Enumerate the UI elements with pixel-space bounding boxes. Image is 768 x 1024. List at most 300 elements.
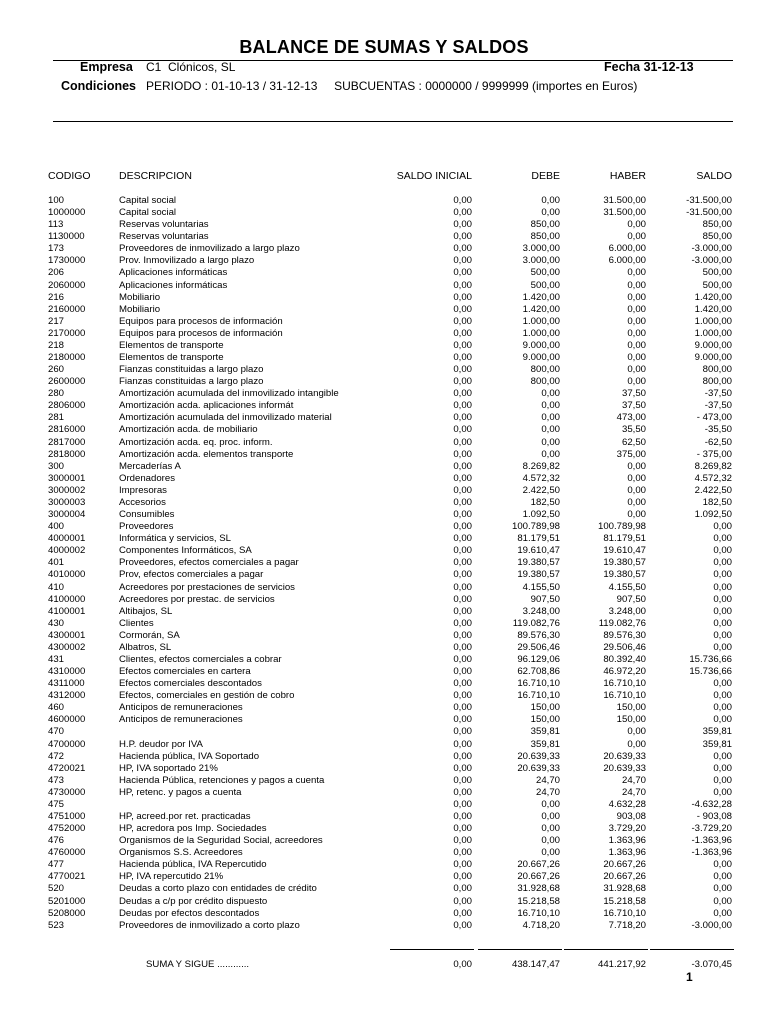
row-saldo-inicial: 0,00 <box>453 726 472 738</box>
row-descripcion: Impresoras <box>119 484 167 496</box>
row-haber: 375,00 <box>616 448 646 460</box>
row-debe: 9.000,00 <box>522 339 560 351</box>
row-debe: 2.422,50 <box>522 484 560 496</box>
fecha-label: Fecha 31-12-13 <box>604 60 694 74</box>
table-row <box>48 690 736 702</box>
row-saldo: 0,00 <box>713 786 732 798</box>
table-row <box>48 883 736 895</box>
row-saldo: 9.000,00 <box>694 339 732 351</box>
row-haber: 46.972,20 <box>603 666 646 678</box>
row-haber: 907,50 <box>616 593 646 605</box>
row-saldo: 800,00 <box>702 364 732 376</box>
row-codigo: 4010000 <box>48 569 86 581</box>
col-header-saldo: SALDO <box>696 170 732 182</box>
row-debe: 19.380,57 <box>517 569 560 581</box>
row-haber: 0,00 <box>627 315 646 327</box>
empresa-label: Empresa <box>80 60 133 74</box>
row-codigo: 2160000 <box>48 303 86 315</box>
row-haber: 20.667,26 <box>603 859 646 871</box>
row-saldo-inicial: 0,00 <box>453 521 472 533</box>
row-saldo-inicial: 0,00 <box>453 207 472 219</box>
row-haber: 19.380,57 <box>603 569 646 581</box>
row-haber: 0,00 <box>627 376 646 388</box>
row-saldo: 0,00 <box>713 545 732 557</box>
row-haber: 80.392,40 <box>603 653 646 665</box>
row-haber: 903,08 <box>616 810 646 822</box>
row-haber: 0,00 <box>627 219 646 231</box>
row-descripcion: Deudas a corto plazo con entidades de crédito <box>119 883 317 895</box>
row-codigo: 1000000 <box>48 207 86 219</box>
table-row <box>48 702 736 714</box>
table-row <box>48 521 736 533</box>
row-saldo-inicial: 0,00 <box>453 907 472 919</box>
row-codigo: 5208000 <box>48 907 86 919</box>
row-debe: 0,00 <box>541 388 560 400</box>
row-descripcion: Altibajos, SL <box>119 605 173 617</box>
row-codigo: 4300002 <box>48 641 86 653</box>
row-saldo-inicial: 0,00 <box>453 243 472 255</box>
row-saldo: 850,00 <box>702 231 732 243</box>
table-row <box>48 739 736 751</box>
row-descripcion: Organismos de la Seguridad Social, acreedores <box>119 835 323 847</box>
table-row <box>48 352 736 364</box>
row-debe: 800,00 <box>530 376 560 388</box>
row-debe: 29.506,46 <box>517 641 560 653</box>
row-saldo-inicial: 0,00 <box>453 448 472 460</box>
row-saldo-inicial: 0,00 <box>453 303 472 315</box>
table-row <box>48 292 736 304</box>
row-debe: 0,00 <box>541 448 560 460</box>
table-row <box>48 896 736 908</box>
row-saldo: 500,00 <box>702 279 732 291</box>
row-saldo-inicial: 0,00 <box>453 750 472 762</box>
row-descripcion: Cormorán, SA <box>119 629 180 641</box>
row-saldo-inicial: 0,00 <box>453 352 472 364</box>
row-descripcion: Anticipos de remuneraciones <box>119 714 243 726</box>
row-haber: 0,00 <box>627 509 646 521</box>
row-haber: 20.639,33 <box>603 762 646 774</box>
row-saldo-inicial: 0,00 <box>453 835 472 847</box>
header-bottom-rule <box>53 121 733 122</box>
table-row <box>48 811 736 823</box>
row-debe: 0,00 <box>541 412 560 424</box>
row-descripcion: HP, retenc. y pagos a cuenta <box>119 786 242 798</box>
row-codigo: 4100000 <box>48 593 86 605</box>
row-descripcion: HP, acreed.por ret. practicadas <box>119 810 251 822</box>
row-descripcion: Efectos comerciales descontados <box>119 678 262 690</box>
row-saldo-inicial: 0,00 <box>453 412 472 424</box>
row-saldo: -35,50 <box>704 424 732 436</box>
row-saldo: 800,00 <box>702 376 732 388</box>
row-saldo: 4.572,32 <box>694 472 732 484</box>
row-debe: 9.000,00 <box>522 352 560 364</box>
row-debe: 0,00 <box>541 400 560 412</box>
row-codigo: 470 <box>48 726 65 738</box>
row-debe: 150,00 <box>530 714 560 726</box>
row-debe: 19.380,57 <box>517 557 560 569</box>
table-row <box>48 908 736 920</box>
row-codigo: 4752000 <box>48 823 86 835</box>
row-descripcion: Elementos de transporte <box>119 352 224 364</box>
table-row <box>48 328 736 340</box>
total-rule-saldo <box>650 949 734 950</box>
row-haber: 0,00 <box>627 267 646 279</box>
table-row <box>48 243 736 255</box>
row-saldo-inicial: 0,00 <box>453 798 472 810</box>
row-saldo: -4.632,28 <box>691 798 732 810</box>
row-codigo: 217 <box>48 315 65 327</box>
row-haber: 19.610,47 <box>603 545 646 557</box>
row-saldo-inicial: 0,00 <box>453 629 472 641</box>
row-debe: 1.000,00 <box>522 327 560 339</box>
row-descripcion: Aplicaciones informáticas <box>119 279 228 291</box>
row-debe: 3.000,00 <box>522 255 560 267</box>
row-debe: 8.269,82 <box>522 460 560 472</box>
row-saldo: -31.500,00 <box>686 195 732 206</box>
row-saldo: 0,00 <box>713 750 732 762</box>
row-haber: 4.632,28 <box>608 798 646 810</box>
row-codigo: 520 <box>48 883 65 895</box>
table-row <box>48 340 736 352</box>
row-descripcion: HP, acredora pos Imp. Sociedades <box>119 823 267 835</box>
row-saldo: 0,00 <box>713 581 732 593</box>
row-saldo: - 473,00 <box>696 412 732 424</box>
row-descripcion: Hacienda Pública, retenciones y pagos a cuenta <box>119 774 325 786</box>
row-saldo-inicial: 0,00 <box>453 545 472 557</box>
row-saldo-inicial: 0,00 <box>453 653 472 665</box>
row-haber: 100.789,98 <box>597 521 646 533</box>
row-saldo-inicial: 0,00 <box>453 786 472 798</box>
row-saldo: - 903,08 <box>696 810 732 822</box>
row-codigo: 300 <box>48 460 65 472</box>
row-codigo: 3000002 <box>48 484 86 496</box>
row-codigo: 2816000 <box>48 424 86 436</box>
table-row <box>48 485 736 497</box>
table-row <box>48 497 736 509</box>
row-debe: 62.708,86 <box>517 666 560 678</box>
table-row <box>48 376 736 388</box>
table-row <box>48 509 736 521</box>
table-row <box>48 449 736 461</box>
row-saldo: -37,50 <box>704 388 732 400</box>
row-descripcion: Capital social <box>119 195 177 206</box>
row-haber: 119.082,76 <box>598 617 646 629</box>
row-saldo-inicial: 0,00 <box>453 327 472 339</box>
report-title: BALANCE DE SUMAS Y SALDOS <box>239 37 529 57</box>
row-saldo: 0,00 <box>713 629 732 641</box>
row-saldo: -37,50 <box>704 400 732 412</box>
row-saldo: 0,00 <box>713 883 732 895</box>
row-debe: 96.129,06 <box>517 653 560 665</box>
row-codigo: 3000001 <box>48 472 86 484</box>
row-saldo-inicial: 0,00 <box>453 702 472 714</box>
row-debe: 1.420,00 <box>522 303 560 315</box>
totals-label: SUMA Y SIGUE ............ <box>146 959 250 970</box>
ledger-table <box>48 195 736 932</box>
row-debe: 1.000,00 <box>522 315 560 327</box>
row-haber: 16.710,10 <box>603 678 646 690</box>
row-saldo-inicial: 0,00 <box>453 569 472 581</box>
row-codigo: 4751000 <box>48 810 86 822</box>
row-haber: 0,00 <box>627 496 646 508</box>
row-haber: 0,00 <box>627 279 646 291</box>
row-saldo: 15.736,66 <box>689 666 732 678</box>
row-saldo-inicial: 0,00 <box>453 472 472 484</box>
empresa-value: C1 Clónicos, SL <box>146 60 236 74</box>
row-descripcion: Amortización acumulada del inmovilizado intangible <box>119 388 339 400</box>
row-codigo: 4000001 <box>48 533 86 545</box>
col-header-descripcion: DESCRIPCION <box>119 170 192 182</box>
table-row <box>48 835 736 847</box>
row-saldo-inicial: 0,00 <box>453 605 472 617</box>
row-saldo-inicial: 0,00 <box>453 339 472 351</box>
row-debe: 182,50 <box>530 496 560 508</box>
row-haber: 0,00 <box>627 484 646 496</box>
row-descripcion: Proveedores de inmovilizado a largo plazo <box>119 243 300 255</box>
row-saldo: 9.000,00 <box>694 352 732 364</box>
row-descripcion: Fianzas constituidas a largo plazo <box>119 376 264 388</box>
row-saldo-inicial: 0,00 <box>453 871 472 883</box>
row-codigo: 4700000 <box>48 738 86 750</box>
row-haber: 0,00 <box>627 352 646 364</box>
row-descripcion: HP, IVA repercutido 21% <box>119 871 224 883</box>
row-haber: 31.928,68 <box>603 883 646 895</box>
row-codigo: 113 <box>48 219 64 231</box>
row-saldo-inicial: 0,00 <box>453 859 472 871</box>
row-descripcion: Hacienda pública, IVA Soportado <box>119 750 260 762</box>
row-codigo: 2806000 <box>48 400 86 412</box>
row-debe: 359,81 <box>530 738 560 750</box>
row-debe: 850,00 <box>530 219 560 231</box>
row-haber: 0,00 <box>627 339 646 351</box>
row-codigo: 2170000 <box>48 327 86 339</box>
row-debe: 16.710,10 <box>517 690 560 702</box>
table-row <box>48 714 736 726</box>
table-row <box>48 787 736 799</box>
row-debe: 20.667,26 <box>517 871 560 883</box>
row-saldo-inicial: 0,00 <box>453 496 472 508</box>
row-haber: 6.000,00 <box>608 243 646 255</box>
row-haber: 473,00 <box>616 412 646 424</box>
table-row <box>48 400 736 412</box>
row-codigo: 475 <box>48 798 65 810</box>
row-saldo-inicial: 0,00 <box>453 255 472 267</box>
row-saldo: 0,00 <box>713 859 732 871</box>
row-descripcion: Anticipos de remuneraciones <box>119 702 243 714</box>
table-row <box>48 582 736 594</box>
row-saldo-inicial: 0,00 <box>453 219 472 231</box>
row-saldo-inicial: 0,00 <box>453 762 472 774</box>
row-haber: 37,50 <box>621 388 646 400</box>
row-codigo: 4000002 <box>48 545 86 557</box>
row-descripcion: Prov. Inmovilizado a largo plazo <box>119 255 255 267</box>
row-codigo: 2060000 <box>48 279 86 291</box>
row-descripcion: Clientes, efectos comerciales a cobrar <box>119 653 282 665</box>
row-debe: 1.420,00 <box>522 291 560 303</box>
row-saldo: 15.736,66 <box>689 653 732 665</box>
row-saldo: -1.363,96 <box>691 847 732 859</box>
row-codigo: 430 <box>48 617 65 629</box>
row-saldo-inicial: 0,00 <box>453 195 472 206</box>
row-codigo: 3000004 <box>48 509 86 521</box>
row-codigo: 216 <box>48 291 65 303</box>
row-saldo: 0,00 <box>713 557 732 569</box>
row-saldo-inicial: 0,00 <box>453 424 472 436</box>
row-saldo: -3.000,00 <box>691 255 732 267</box>
row-debe: 4.572,32 <box>522 472 560 484</box>
row-codigo: 100 <box>48 195 65 206</box>
row-saldo-inicial: 0,00 <box>453 484 472 496</box>
row-descripcion: Amortización acumulada del inmovilizado material <box>119 412 332 424</box>
row-saldo: 0,00 <box>713 690 732 702</box>
row-haber: 0,00 <box>627 303 646 315</box>
totals-saldo: -3.070,45 <box>691 959 732 970</box>
row-codigo: 400 <box>48 521 65 533</box>
row-codigo: 4770021 <box>48 871 86 883</box>
row-codigo: 477 <box>48 859 65 871</box>
row-codigo: 4730000 <box>48 786 86 798</box>
row-haber: 15.218,58 <box>603 895 646 907</box>
row-saldo-inicial: 0,00 <box>453 267 472 279</box>
row-saldo-inicial: 0,00 <box>453 847 472 859</box>
row-haber: 6.000,00 <box>608 255 646 267</box>
row-codigo: 2818000 <box>48 448 86 460</box>
row-debe: 0,00 <box>541 810 560 822</box>
row-descripcion: Clientes <box>119 617 154 629</box>
table-row <box>48 412 736 424</box>
row-debe: 850,00 <box>530 231 560 243</box>
row-codigo: 4760000 <box>48 847 86 859</box>
row-codigo: 4300001 <box>48 629 86 641</box>
row-debe: 500,00 <box>530 267 560 279</box>
row-descripcion: Informática y servicios, SL <box>119 533 231 545</box>
table-row <box>48 557 736 569</box>
row-codigo: 476 <box>48 835 65 847</box>
row-haber: 0,00 <box>627 738 646 750</box>
row-descripcion: Fianzas constituidas a largo plazo <box>119 364 264 376</box>
row-saldo-inicial: 0,00 <box>453 364 472 376</box>
row-codigo: 431 <box>48 653 65 665</box>
row-codigo: 260 <box>48 364 65 376</box>
table-row <box>48 871 736 883</box>
row-debe: 24,70 <box>535 786 560 798</box>
table-row <box>48 726 736 738</box>
page-number: 1 <box>686 970 693 984</box>
table-row <box>48 799 736 811</box>
row-saldo: 0,00 <box>713 714 732 726</box>
row-codigo: 3000003 <box>48 496 86 508</box>
row-saldo: 0,00 <box>713 617 732 629</box>
row-debe: 0,00 <box>541 823 560 835</box>
row-descripcion: Efectos comerciales en cartera <box>119 666 251 678</box>
row-haber: 20.667,26 <box>603 871 646 883</box>
row-saldo: - 375,00 <box>696 448 732 460</box>
row-haber: 16.710,10 <box>603 690 646 702</box>
row-debe: 150,00 <box>530 702 560 714</box>
row-haber: 150,00 <box>616 714 646 726</box>
row-saldo-inicial: 0,00 <box>453 593 472 605</box>
row-debe: 500,00 <box>530 279 560 291</box>
row-descripcion: Prov, efectos comerciales a pagar <box>119 569 264 581</box>
row-haber: 37,50 <box>621 400 646 412</box>
table-row <box>48 678 736 690</box>
row-debe: 16.710,10 <box>517 678 560 690</box>
row-debe: 15.218,58 <box>517 895 560 907</box>
row-descripcion: Deudas por efectos descontados <box>119 907 260 919</box>
row-saldo: 1.000,00 <box>694 315 732 327</box>
table-row <box>48 642 736 654</box>
total-rule-saldo-inicial <box>390 949 474 950</box>
row-codigo: 401 <box>48 557 65 569</box>
row-saldo: 359,81 <box>702 738 732 750</box>
row-saldo-inicial: 0,00 <box>453 315 472 327</box>
row-descripcion: Aplicaciones informáticas <box>119 267 228 279</box>
row-debe: 4.155,50 <box>522 581 560 593</box>
row-saldo-inicial: 0,00 <box>453 714 472 726</box>
row-saldo: -1.363,96 <box>691 835 732 847</box>
row-haber: 1.363,96 <box>608 847 646 859</box>
row-debe: 100.789,98 <box>511 521 560 533</box>
table-row <box>48 364 736 376</box>
row-saldo-inicial: 0,00 <box>453 231 472 243</box>
row-haber: 31.500,00 <box>603 195 646 206</box>
row-saldo-inicial: 0,00 <box>453 436 472 448</box>
row-saldo: 0,00 <box>713 895 732 907</box>
row-saldo: -31.500,00 <box>686 207 732 219</box>
row-descripcion: Mobiliario <box>119 291 161 303</box>
col-header-saldo-inicial: SALDO INICIAL <box>396 170 472 182</box>
row-saldo: 0,00 <box>713 702 732 714</box>
row-descripcion: Ordenadores <box>119 472 175 484</box>
row-haber: 24,70 <box>621 786 646 798</box>
row-codigo: 280 <box>48 388 65 400</box>
row-descripcion: Albatros, SL <box>119 641 172 653</box>
row-saldo: 182,50 <box>702 496 732 508</box>
table-row <box>48 775 736 787</box>
col-header-codigo: CODIGO <box>48 170 91 182</box>
table-row <box>48 437 736 449</box>
row-saldo-inicial: 0,00 <box>453 460 472 472</box>
table-row <box>48 763 736 775</box>
row-saldo: 850,00 <box>702 219 732 231</box>
row-descripcion: Accesorios <box>119 496 166 508</box>
row-codigo: 4720021 <box>48 762 86 774</box>
row-saldo-inicial: 0,00 <box>453 533 472 545</box>
row-haber: 1.363,96 <box>608 835 646 847</box>
row-debe: 20.639,33 <box>517 750 560 762</box>
row-codigo: 2180000 <box>48 352 86 364</box>
row-saldo-inicial: 0,00 <box>453 666 472 678</box>
row-saldo: 1.000,00 <box>694 327 732 339</box>
table-row <box>48 424 736 436</box>
row-debe: 119.082,76 <box>512 617 560 629</box>
row-saldo: 2.422,50 <box>694 484 732 496</box>
row-saldo: -3.000,00 <box>691 919 732 931</box>
row-haber: 0,00 <box>627 472 646 484</box>
row-saldo: 359,81 <box>702 726 732 738</box>
row-debe: 19.610,47 <box>517 545 560 557</box>
row-codigo: 410 <box>48 581 65 593</box>
row-debe: 3.000,00 <box>522 243 560 255</box>
table-row <box>48 654 736 666</box>
row-saldo-inicial: 0,00 <box>453 581 472 593</box>
row-debe: 24,70 <box>535 774 560 786</box>
row-debe: 3.248,00 <box>522 605 560 617</box>
table-row <box>48 606 736 618</box>
row-saldo: -62,50 <box>704 436 732 448</box>
row-saldo: 0,00 <box>713 641 732 653</box>
row-haber: 4.155,50 <box>608 581 646 593</box>
